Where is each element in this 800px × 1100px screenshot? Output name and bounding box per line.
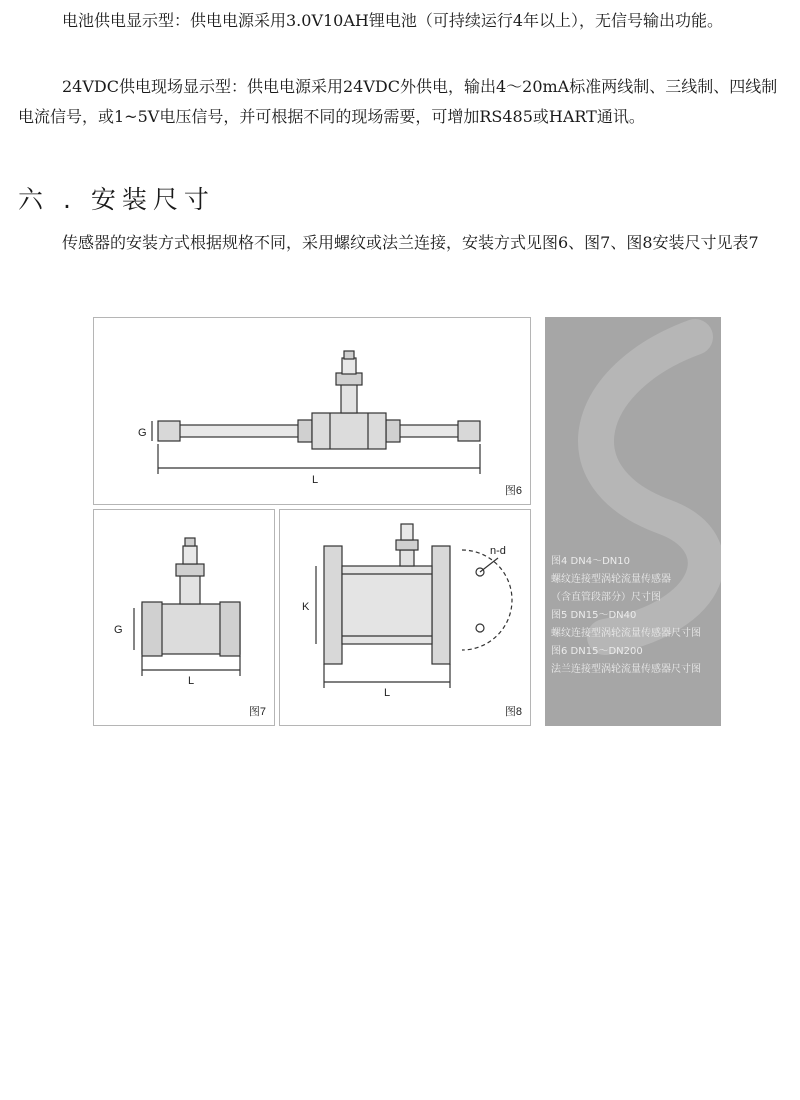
- figure-8-dim-k: K: [302, 601, 310, 613]
- figure-8-frame: [279, 509, 531, 726]
- figure-6-frame: [93, 317, 531, 505]
- figure-7-dim-l: L: [188, 675, 195, 687]
- section-title: 六 . 安装尺寸: [18, 185, 215, 214]
- caption-line: （含直管段部分）尺寸图: [551, 592, 661, 603]
- figure-7-drawing: [94, 510, 274, 725]
- caption-line: 图4 DN4～DN10: [551, 556, 630, 567]
- figure-7-dim-g: G: [114, 624, 123, 636]
- installation-figure: [93, 317, 721, 726]
- section-body: 传感器的安装方式根据规格不同，采用螺纹或法兰连接，安装方式见图6、图7、图8安装尺寸见表7: [62, 233, 759, 252]
- paragraph-battery: 电池供电显示型：供电电源采用3.0V10AH锂电池（可持续运行4年以上），无信号输出功能。: [62, 11, 724, 30]
- figure-8-dim-l: L: [384, 687, 391, 699]
- caption-line: 螺纹连接型涡轮流量传感器尺寸图: [551, 628, 701, 639]
- figure-6-label: 图6: [504, 485, 522, 497]
- paragraph-24vdc: 24VDC供电现场显示型：供电电源采用24VDC外供电，输出4～20mA标准两线制、三线制、四线制电流信号，或1~5V电压信号，并可根据不同的现场需要，可增加RS485或HART通讯。: [18, 77, 778, 126]
- figure-6-dim-g: G: [138, 427, 147, 439]
- figure-8-dim-nd: n-d: [490, 545, 506, 557]
- caption-panel: [545, 317, 721, 726]
- caption-line: 图5 DN15～DN40: [551, 610, 637, 621]
- figure-8-label: 图8: [504, 706, 522, 718]
- caption-line: 螺纹连接型涡轮流量传感器: [551, 574, 671, 585]
- figure-7-label: 图7: [248, 706, 266, 718]
- caption-line: 图6 DN15～DN200: [551, 646, 643, 657]
- caption-line: 法兰连接型涡轮流量传感器尺寸图: [551, 664, 701, 675]
- figure-6-drawing: [94, 318, 530, 504]
- figure-6-dim-l: L: [312, 474, 319, 486]
- figure-7-frame: [93, 509, 275, 726]
- figure-8-drawing: [280, 510, 530, 725]
